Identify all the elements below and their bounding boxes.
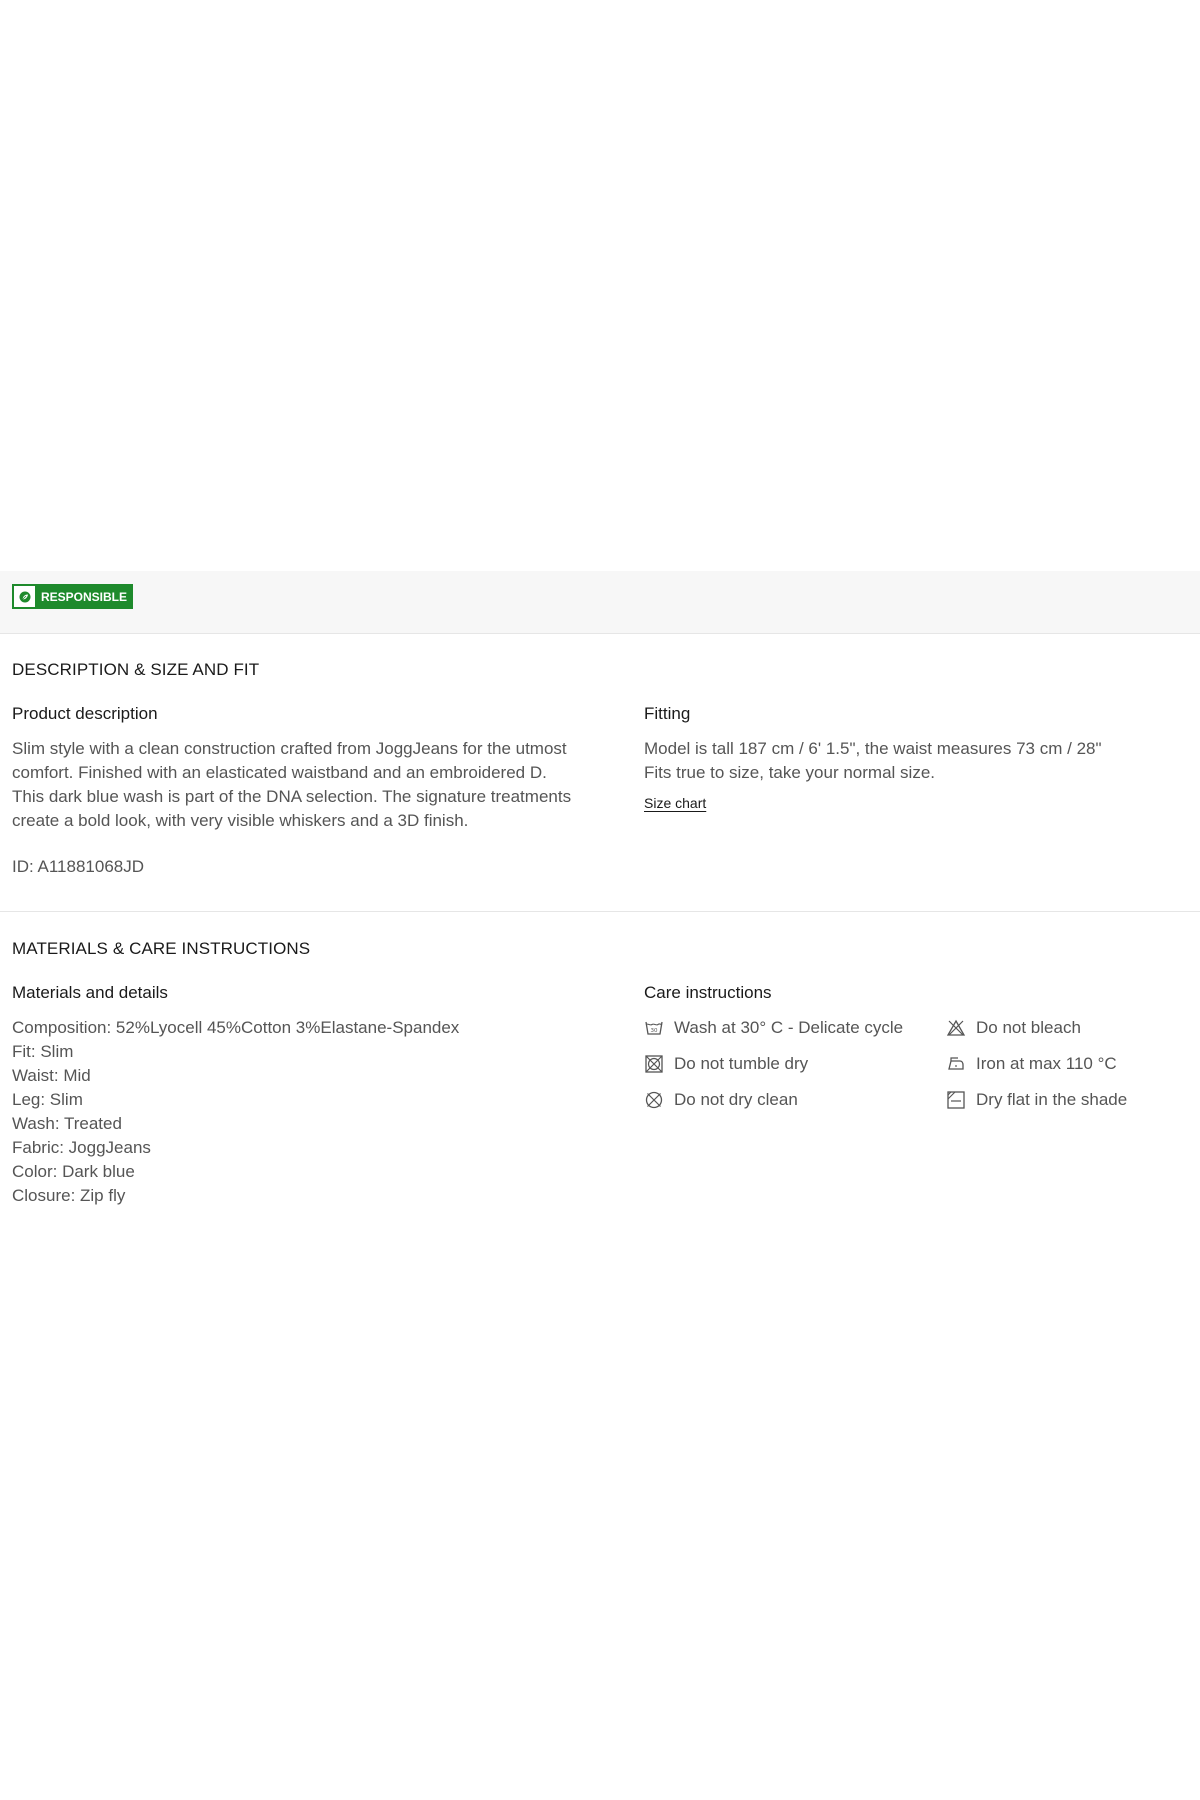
fitting-heading: Fitting [644,704,691,723]
materials-item: Fabric: JoggJeans [12,1138,151,1157]
care-column [644,982,1184,1112]
materials-item: Composition: 52%Lyocell 45%Cotton 3%Elastane-Spandex [12,1018,460,1037]
care-item-wash [644,1016,946,1040]
product-id: ID: A11881068JD [12,857,144,876]
iron-low-icon [946,1054,966,1074]
materials-section [0,912,1200,1212]
fitting-text [644,737,1184,785]
fitting-line: Fits true to size, take your normal size. [644,763,935,782]
description-line: create a bold look, with very visible whiskers and a 3D finish. [12,811,469,830]
care-item-tumble [644,1052,946,1076]
section-title-materials: MATERIALS & CARE INSTRUCTIONS [12,939,311,958]
care-label: Do not bleach [976,1018,1081,1037]
description-section [0,633,1200,912]
size-chart-link[interactable]: Size chart [644,795,707,811]
care-grid [644,1016,1184,1112]
care-item-iron [946,1052,1186,1076]
fitting-column [644,703,1184,813]
materials-item: Wash: Treated [12,1114,122,1133]
product-description-column [12,703,612,877]
care-item-bleach [946,1016,1186,1040]
materials-heading: Materials and details [12,983,168,1002]
care-label: Do not tumble dry [674,1054,809,1073]
care-label: Iron at max 110 °C [976,1054,1117,1073]
badge-strip [0,571,1200,634]
care-heading: Care instructions [644,983,772,1002]
materials-item: Fit: Slim [12,1042,74,1061]
materials-item: Color: Dark blue [12,1162,135,1181]
description-line: This dark blue wash is part of the DNA selection. The signature treatments [12,787,572,806]
product-description-heading: Product description [12,704,158,723]
wash-30-icon [644,1018,664,1038]
materials-list [12,1016,612,1208]
dry-flat-shade-icon [946,1090,966,1110]
description-line: comfort. Finished with an elasticated waistband and an embroidered D. [12,763,547,782]
fitting-line: Model is tall 187 cm / 6' 1.5", the waist measures 73 cm / 28" [644,739,1102,758]
badge-label: RESPONSIBLE [41,589,128,604]
no-bleach-icon [946,1018,966,1038]
care-label: Dry flat in the shade [976,1090,1128,1109]
leaf-icon [14,586,35,607]
section-title-description: DESCRIPTION & SIZE AND FIT [12,660,260,679]
description-line: Slim style with a clean construction crafted from JoggJeans for the utmost [12,739,567,758]
product-description-text [12,737,612,833]
materials-item: Closure: Zip fly [12,1186,126,1205]
materials-column [12,982,612,1208]
svg-text:30: 30 [650,1028,658,1034]
care-item-dry-clean [644,1088,946,1112]
no-dry-clean-icon [644,1090,664,1110]
materials-item: Waist: Mid [12,1066,91,1085]
no-tumble-dry-icon [644,1054,664,1074]
care-item-dry-flat [946,1088,1186,1112]
care-label: Wash at 30° C - Delicate cycle [674,1018,904,1037]
care-label: Do not dry clean [674,1090,798,1109]
materials-item: Leg: Slim [12,1090,83,1109]
responsible-badge [12,584,133,609]
